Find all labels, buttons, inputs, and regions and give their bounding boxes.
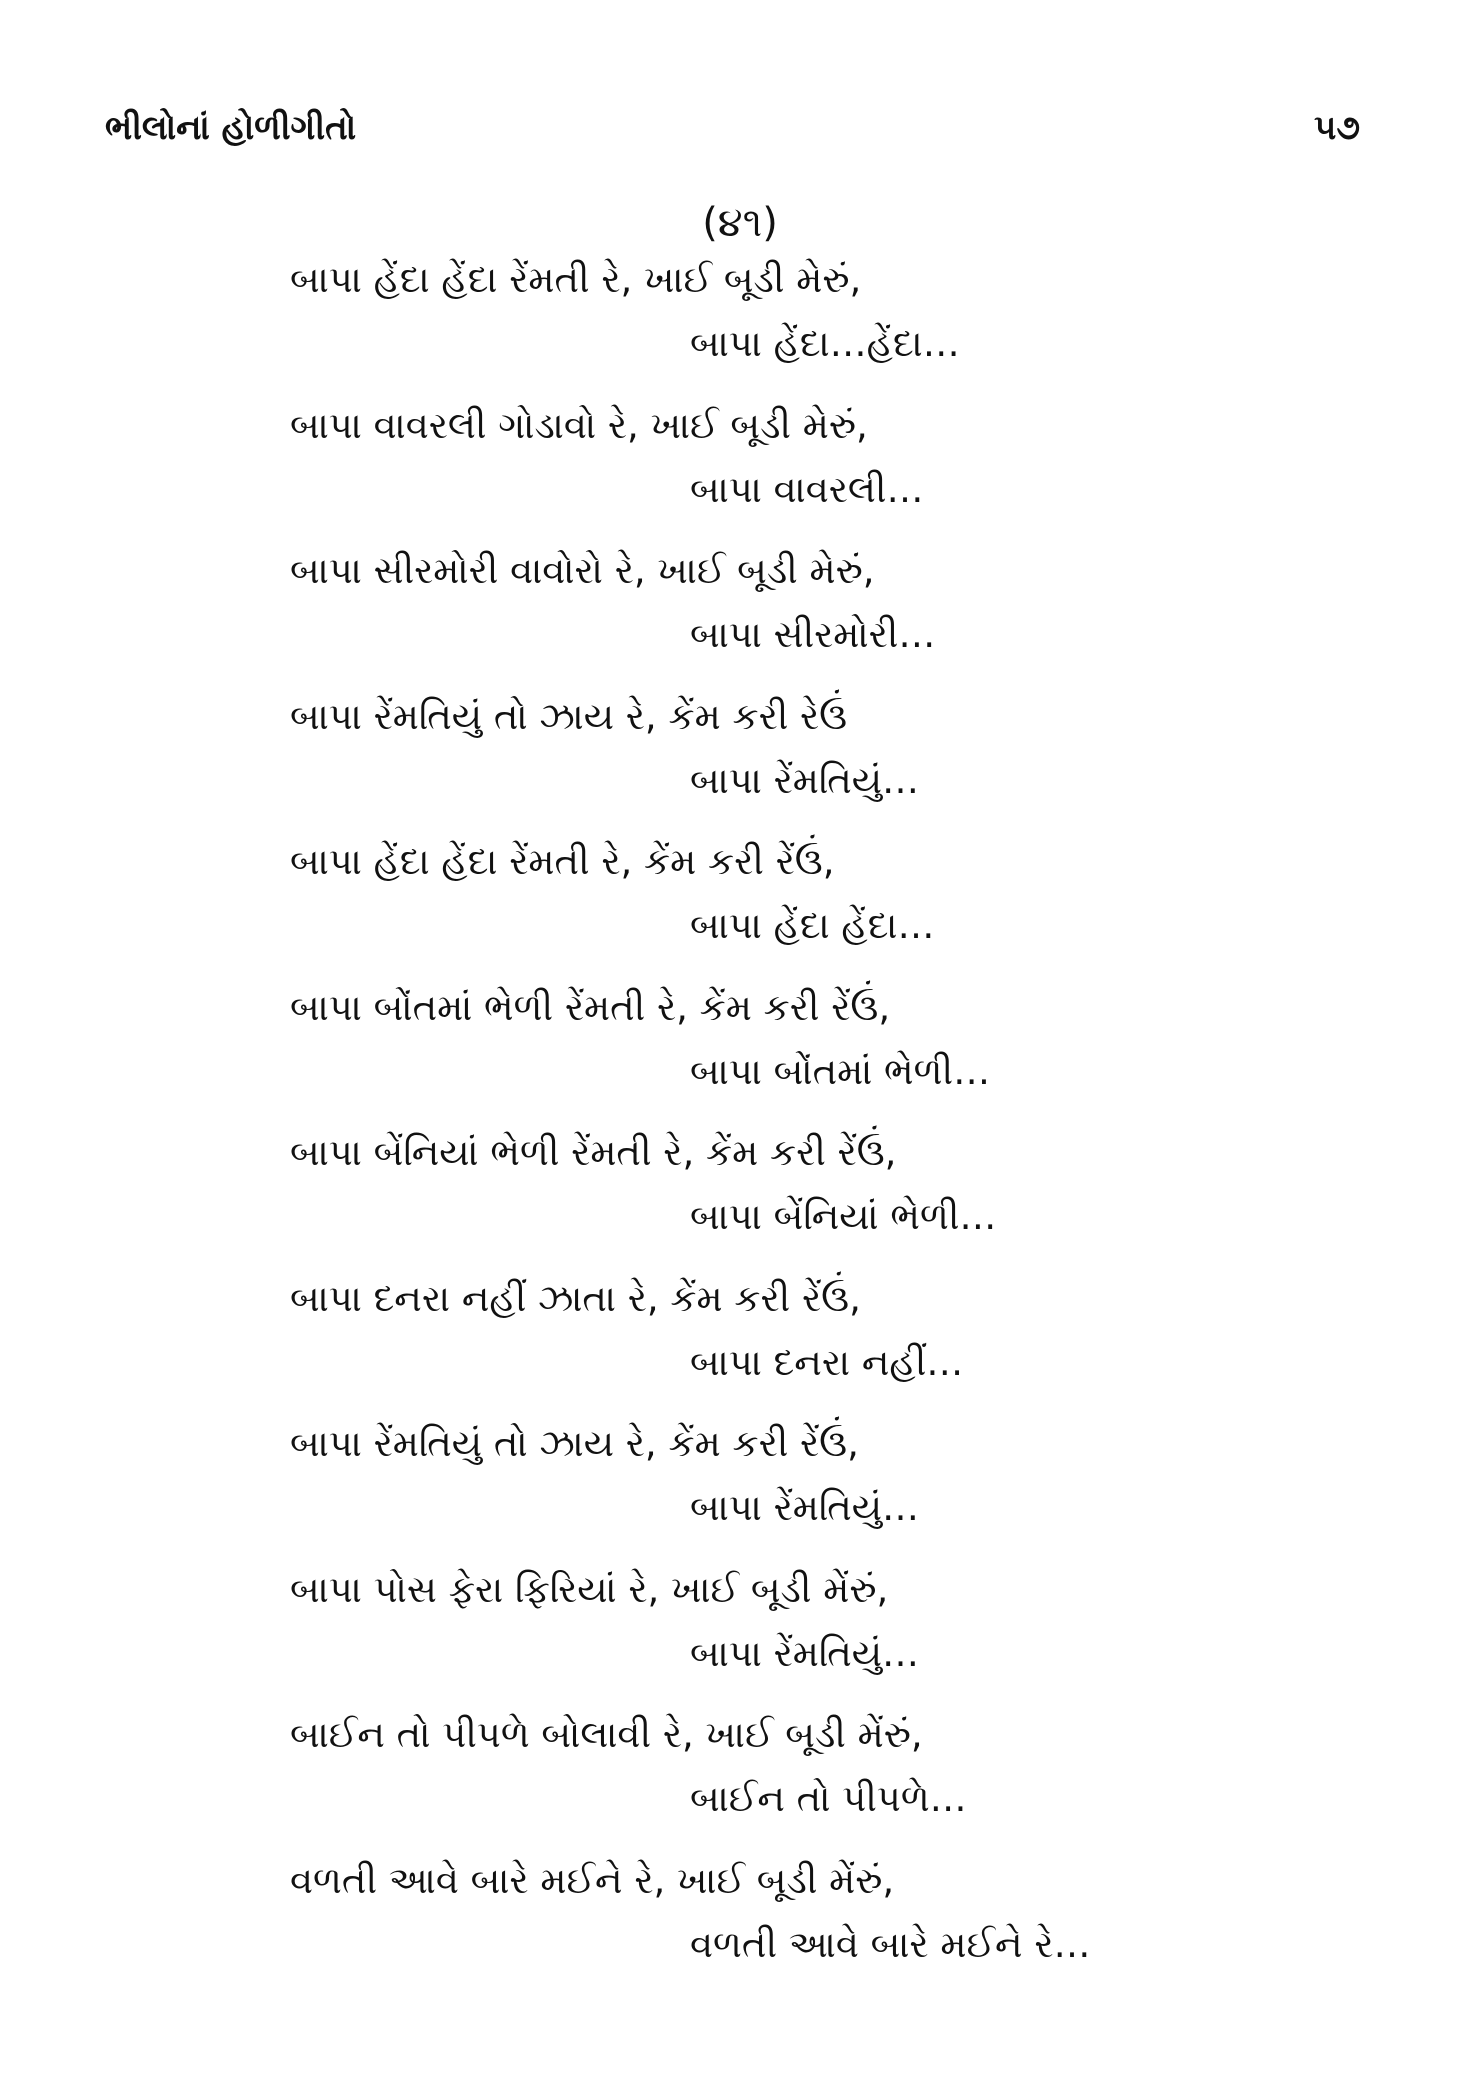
stanza-line: બાપા રેંમતિયું તો ઝાય રે, કેંમ કરી રેંઉં, xyxy=(290,1422,859,1465)
stanza xyxy=(290,1857,1290,2003)
stanza xyxy=(290,1275,1290,1421)
stanza-refrain: બાપા બોંતમાં ભેળી… xyxy=(690,1049,991,1093)
stanza-refrain: બાપા રેંમતિયું… xyxy=(690,758,920,802)
stanza xyxy=(290,838,1290,984)
stanza-line: બાપા વાવરલી ગોડાવો રે, ખાઈ બૂડી મેરું, xyxy=(290,403,868,447)
song-number: (૪૧) xyxy=(702,200,778,246)
stanza xyxy=(290,984,1290,1130)
stanza-line: બાપા પોસ ફેરા ફિરિયાં રે, ખાઈ બૂડી મેંરું, xyxy=(290,1567,889,1611)
stanza-refrain: બાપા વાવરલી… xyxy=(690,467,924,511)
stanza-refrain: બાપા બેંનિયાં ભેળી… xyxy=(690,1195,997,1238)
stanza-refrain: વળતી આવે બારે મઈને રે… xyxy=(690,1922,1091,1966)
stanza-refrain: બાપા હેંદા…હેંદા… xyxy=(690,322,960,365)
page-number: ૫૭ xyxy=(1314,108,1360,148)
stanza xyxy=(290,1420,1290,1566)
stanza-line: બાપા રેંમતિયું તો ઝાય રે, કેંમ કરી રેઉં xyxy=(290,694,848,738)
song-body xyxy=(290,256,1290,2002)
stanza-line: વળતી આવે બારે મઈને રે, ખાઈ બૂડી મેંરું, xyxy=(290,1858,895,1902)
stanza-line: બાપા બોંતમાં ભેળી રેંમતી રે, કેંમ કરી રેંઉં, xyxy=(290,985,891,1029)
page-header xyxy=(105,108,1360,158)
stanza xyxy=(290,547,1290,693)
stanza-refrain: બાપા રેંમતિયું… xyxy=(690,1486,920,1529)
stanza xyxy=(290,693,1290,839)
stanza-line: બાઈન તો પીપળે બોલાવી રે, ખાઈ બૂડી મેંરું, xyxy=(290,1713,923,1756)
stanza xyxy=(290,1566,1290,1712)
stanza xyxy=(290,1129,1290,1275)
stanza-line: બાપા દનરા નહીં ઝાતા રે, કેંમ કરી રેંઉં, xyxy=(290,1276,861,1320)
stanza-line: બાપા હેંદા હેંદા રેંમતી રે, કેંમ કરી રેંઉં, xyxy=(290,840,835,883)
stanza-line: બાપા બેંનિયાં ભેળી રેંમતી રે, કેંમ કરી રેંઉં, xyxy=(290,1131,897,1174)
stanza xyxy=(290,256,1290,402)
stanza-line: બાપા હેંદા હેંદા રેંમતી રે, ખાઈ બૂડી મેરું, xyxy=(290,258,862,301)
stanza-refrain: બાપા રેંમતિયું… xyxy=(690,1631,920,1675)
stanza-line: બાપા સીરમોરી વાવોરો રે, ખાઈ બૂડી મેરું, xyxy=(290,549,875,592)
stanza xyxy=(290,402,1290,548)
stanza-refrain: બાઈન તો પીપળે… xyxy=(690,1777,967,1820)
stanza xyxy=(290,1711,1290,1857)
stanza-refrain: બાપા સીરમોરી… xyxy=(690,613,936,656)
running-head: ભીલોનાં હોળીગીતો xyxy=(105,108,357,148)
stanza-refrain: બાપા હેંદા હેંદા… xyxy=(690,904,935,947)
stanza-refrain: બાપા દનરા નહીં… xyxy=(690,1340,964,1384)
